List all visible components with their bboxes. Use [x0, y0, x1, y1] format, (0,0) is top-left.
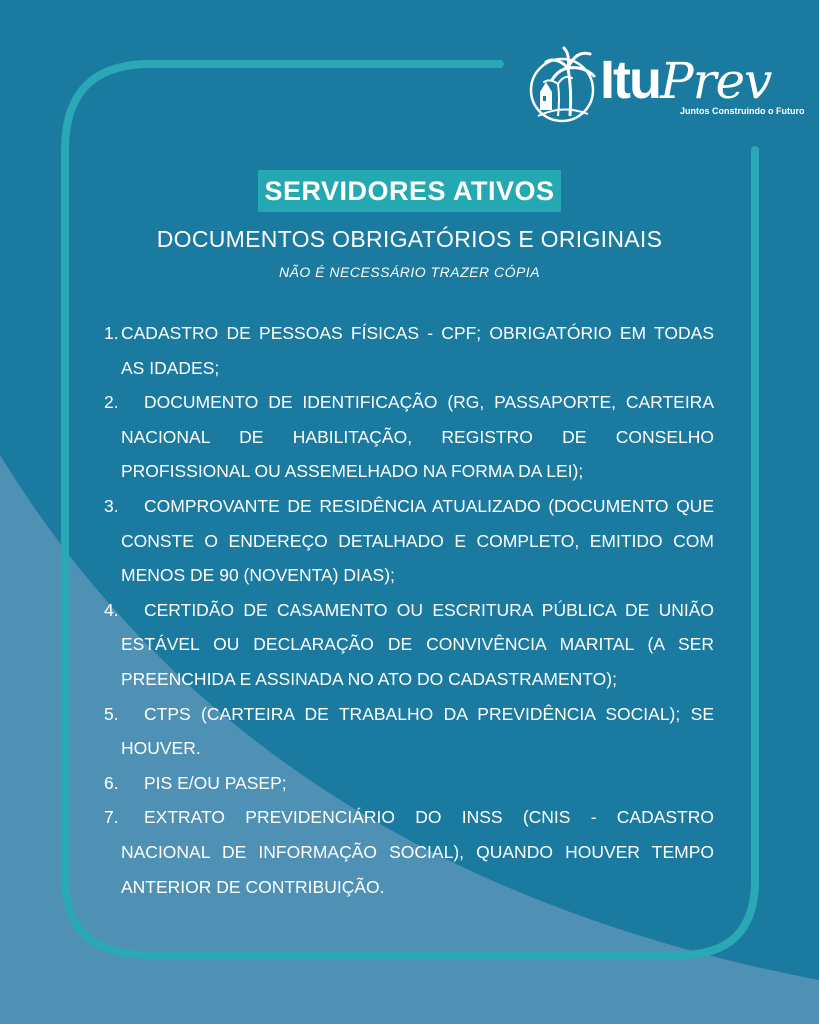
- list-item-number: 3.: [104, 495, 119, 516]
- palm-tree-seal-icon: [528, 46, 600, 124]
- list-item: [104, 697, 714, 766]
- list-item-text: PIS E/OU PASEP;: [144, 772, 287, 793]
- list-item: [104, 593, 714, 697]
- list-item-text: DOCUMENTO DE IDENTIFICAÇÃO (RG, PASSAPORTE, CARTEIRA NACIONAL DE HABILITAÇÃO, REGISTRO DE CONSELHO PROFISSIONAL OU ASSEMELHADO NA FORMA DA LEI);: [121, 392, 714, 482]
- page-title: SERVIDORES ATIVOS: [258, 170, 561, 212]
- list-item-text: EXTRATO PREVIDENCIÁRIO DO INSS (CNIS - CADASTRO NACIONAL DE INFORMAÇÃO SOCIAL), QUANDO HOUVER TEMPO ANTERIOR DE CONTRIBUIÇÃO.: [121, 807, 714, 897]
- list-item-number: 1.: [104, 323, 119, 343]
- logo-tagline: Juntos Construindo o Futuro: [680, 106, 805, 116]
- logo-wordmark: [600, 50, 771, 111]
- list-item: [104, 385, 714, 489]
- document-list: [104, 316, 714, 904]
- list-item-number: 6.: [104, 772, 119, 793]
- copy-note: NÃO É NECESSÁRIO TRAZER CÓPIA: [278, 264, 541, 280]
- list-item-text: COMPROVANTE DE RESIDÊNCIA ATUALIZADO (DOCUMENTO QUE CONSTE O ENDEREÇO DETALHADO E COMPLETO, EMITIDO COM MENOS DE 90 (NOVENTA) DIAS);: [121, 495, 714, 586]
- list-item-text: CERTIDÃO DE CASAMENTO OU ESCRITURA PÚBLICA DE UNIÃO ESTÁVEL OU DECLARAÇÃO DE CONVIVÊNCIA MARITAL (A SER PREENCHIDA E ASSINADA NO ATO DO CADASTRAMENTO);: [121, 599, 714, 689]
- list-item-text: CTPS (CARTEIRA DE TRABALHO DA PREVIDÊNCIA SOCIAL); SE HOUVER.: [121, 703, 714, 759]
- logo-name: Itu: [600, 50, 660, 110]
- list-item-number: 4.: [104, 599, 119, 620]
- list-item-text: CADASTRO DE PESSOAS FÍSICAS - CPF; OBRIGATÓRIO EM TODAS AS IDADES;: [121, 323, 714, 378]
- list-item-number: 7.: [104, 807, 119, 828]
- list-item: [104, 316, 714, 385]
- page-subtitle: DOCUMENTOS OBRIGATÓRIOS E ORIGINAIS: [156, 226, 663, 252]
- ituprev-logo: [528, 46, 805, 124]
- list-item: [104, 800, 714, 904]
- list-item-number: 2.: [104, 392, 119, 413]
- list-item-number: 5.: [104, 703, 119, 724]
- logo-name-script: Prev: [659, 52, 772, 110]
- list-item: [104, 766, 714, 801]
- list-item: [104, 489, 714, 593]
